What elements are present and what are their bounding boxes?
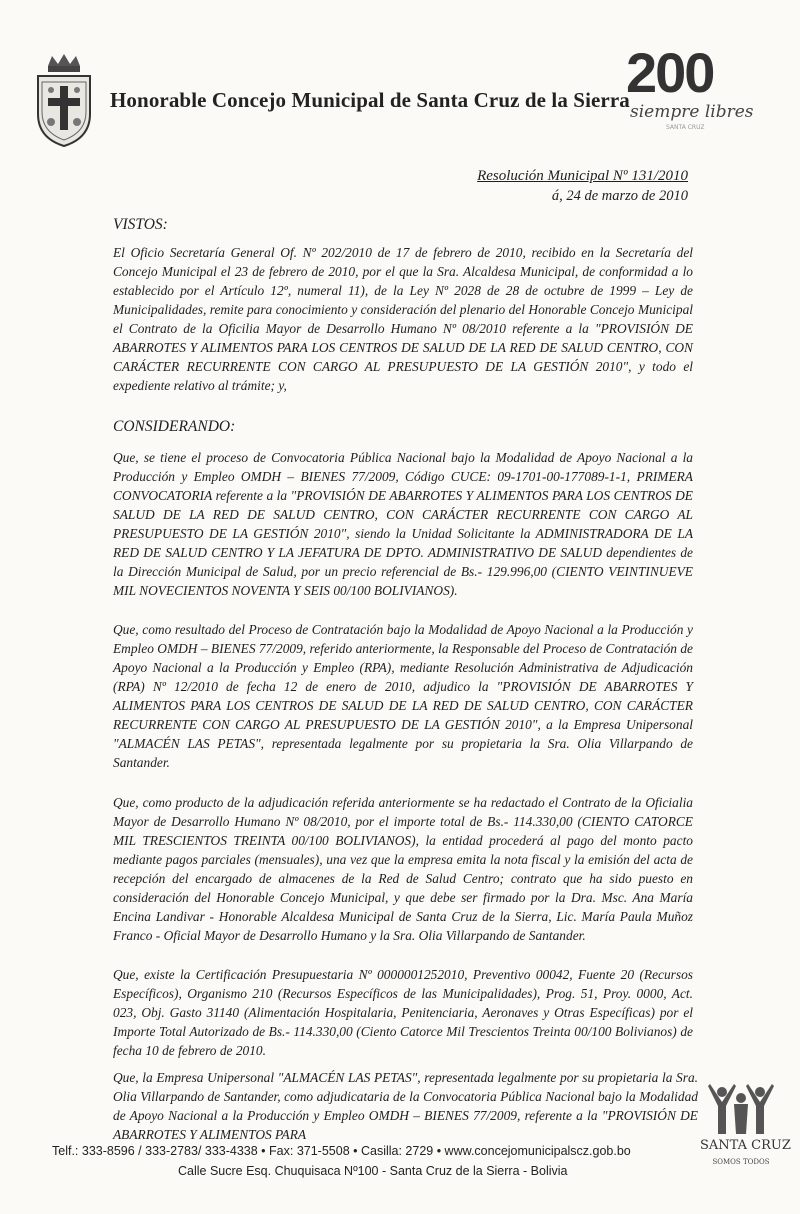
considerando-paragraph-2: Que, como resultado del Proceso de Contratación bajo la Modalidad de Apoyo Nacional a la Producción y Empleo OMDH – BIENES 77/2009, referido anteriormente, la Responsable del Proceso de Contratación de Apoyo Nacional a la Producción y Empleo (RPA), mediante Resolución Administrativa de Adjudicación (RPA) Nº 12/2010 de fecha 12 de enero de 2010, adjudico la "PROVISIÓN DE ABARROTES Y ALIMENTOS PARA LOS CENTROS DE SALUD DE LA RED DE SALUD CENTRO, CON CARÁCTER RECURRENTE CON CARGO AL PRESUPUESTO DE LA GESTIÓN 2010", a la Empresa Unipersonal "ALMACÉN LAS PETAS", representada legalmente por su propietaria la Sra. Olia Villarpando de Santander.	[113, 622, 693, 770]
bicentennial-slogan: siempre libres	[630, 102, 754, 122]
considerando-paragraph-3: Que, como producto de la adjudicación referida anteriormente se ha redactado el Contrato de la Oficialia Mayor de Desarrollo Humano Nº 08/2010, por el importe total de Bs.- 114.330,00 (CIENTO CATORCE MIL TRESCIENTOS TREINTA 00/100 BOLIVIANOS), la entidad procederá al pago del monto pacto mediante pagos parciales (mensuales), una vez que la empresa emita la nota fiscal y la emisión del acta de recepción del encargado de almacenes de la Red de Salud Centro; contrato que ha sido puesto en consideración del Honorable Concejo Municipal, y que debe ser firmado por la Dra. Msc. Ana María Encina Landivar - Honorable Alcaldesa Municipal de Santa Cruz de la Sierra, Lic. María Paula Muñoz Franco - Oficial Mayor de Desarrollo Humano y la Sra. Olia Villarpando de Santander.	[113, 795, 693, 943]
vistos-paragraph: El Oficio Secretaría General Of. Nº 202/2010 de 17 de febrero de 2010, recibido en la Secretaría del Concejo Municipal el 23 de febrero de 2010, por el que la Sra. Alcaldesa Municipal, de conformidad a lo establecido por el Artículo 12º, numeral 11), de la Ley Nº 2028 de 28 de octubre de 1999 – Ley de Municipalidades, remite para conocimiento y consideración del plenario del Honorable Concejo Municipal el Contrato de la Oficilia Mayor de Desarrollo Humano Nº 08/2010 referente a la "PROVISIÓN DE ABARROTES Y ALIMENTOS PARA LOS CENTROS DE SALUD DE LA RED DE SALUD CENTRO, CON CARÁCTER RECURRENTE CON CARGO AL PRESUPUESTO DE LA GESTIÓN 2010", y todo el expediente relativo al trámite; y,	[113, 245, 693, 393]
footer-contact-line: Telf.: 333-8596 / 333-2783/ 333-4338 • Fax: 371-5508 • Casilla: 2729 • www.concejomunicipalscz.gob.bo	[52, 1144, 631, 1158]
bicentennial-caption: SANTA CRUZ	[666, 124, 705, 131]
considerando-paragraph-5: Que, la Empresa Unipersonal "ALMACÉN LAS PETAS", representada legalmente por su propietaria la Sra. Olia Villarpando de Santander, como adjudicataria de la Convocatoria Pública Nacional bajo la Modalidad de Apoyo Nacional a la Producción y Empleo OMDH – BIENES 77/2009, referente a la "PROVISIÓN DE ABARROTES Y ALIMENTOS PARA	[113, 1070, 698, 1142]
santa-cruz-logo-tagline: SOMOS TODOS	[712, 1158, 770, 1166]
vistos-heading: VISTOS:	[113, 216, 168, 233]
footer-address-line: Calle Sucre Esq. Chuquisaca Nº100 - Santa Cruz de la Sierra - Bolivia	[178, 1164, 568, 1178]
people-figures-icon	[700, 1082, 782, 1138]
considerando-paragraph-1: Que, se tiene el proceso de Convocatoria Pública Nacional bajo la Modalidad de Apoyo Nacional a la Producción y Empleo OMDH – BIENES 77/2009, Código CUCE: 09-1701-00-177089-1-1, PRIMERA CONVOCATORIA referente a la "PROVISIÓN DE ABARROTES Y ALIMENTOS PARA LOS CENTROS DE SALUD DE LA RED DE SALUD CENTRO, CON CARÁCTER RECURRENTE CON CARGO AL PRESUPUESTO DE LA GESTIÓN 2010", siendo la Unidad Solicitante la ADMINISTRADORA DE LA RED DE SALUD CENTRO Y LA JEFATURA DE DPTO. ADMINISTRATIVO DE SALUD dependientes de la Dirección Municipal de Salud, por un precio referencial de Bs.- 129.996,00 (CIENTO VEINTINUEVE MIL NOVECIENTOS NOVENTA Y SEIS 00/100 BOLIVIANOS).	[113, 450, 693, 598]
coat-of-arms-icon	[34, 52, 94, 148]
resolution-date: á, 24 de marzo de 2010	[551, 188, 688, 204]
bicentennial-logo	[620, 40, 770, 130]
considerando-heading: CONSIDERANDO:	[113, 418, 236, 435]
santa-cruz-logo-name: SANTA CRUZ	[700, 1138, 791, 1153]
santa-cruz-logo	[700, 1082, 791, 1178]
resolution-number: Resolución Municipal Nº 131/2010	[477, 168, 688, 184]
council-title: Honorable Concejo Municipal de Santa Cruz de la Sierra	[110, 88, 630, 112]
considerando-paragraph-4: Que, existe la Certificación Presupuestaria Nº 0000001252010, Preventivo 00042, Fuente 20 (Recursos Específicos), Organismo 210 (Recursos Específicos de las Municipalidades), Prog. 51, Proy. 0000, Act. 023, Obj. Gasto 31140 (Alimentación Hospitalaria, Penitenciaria, Aeronaves y Otras Específicas) por el Importe Total Autorizado de Bs.- 114.330,00 (Ciento Catorce Mil Trescientos Treinta 00/100 Bolivianos) de fecha 10 de febrero de 2010.	[113, 967, 693, 1058]
bicentennial-number: 200	[626, 41, 714, 104]
